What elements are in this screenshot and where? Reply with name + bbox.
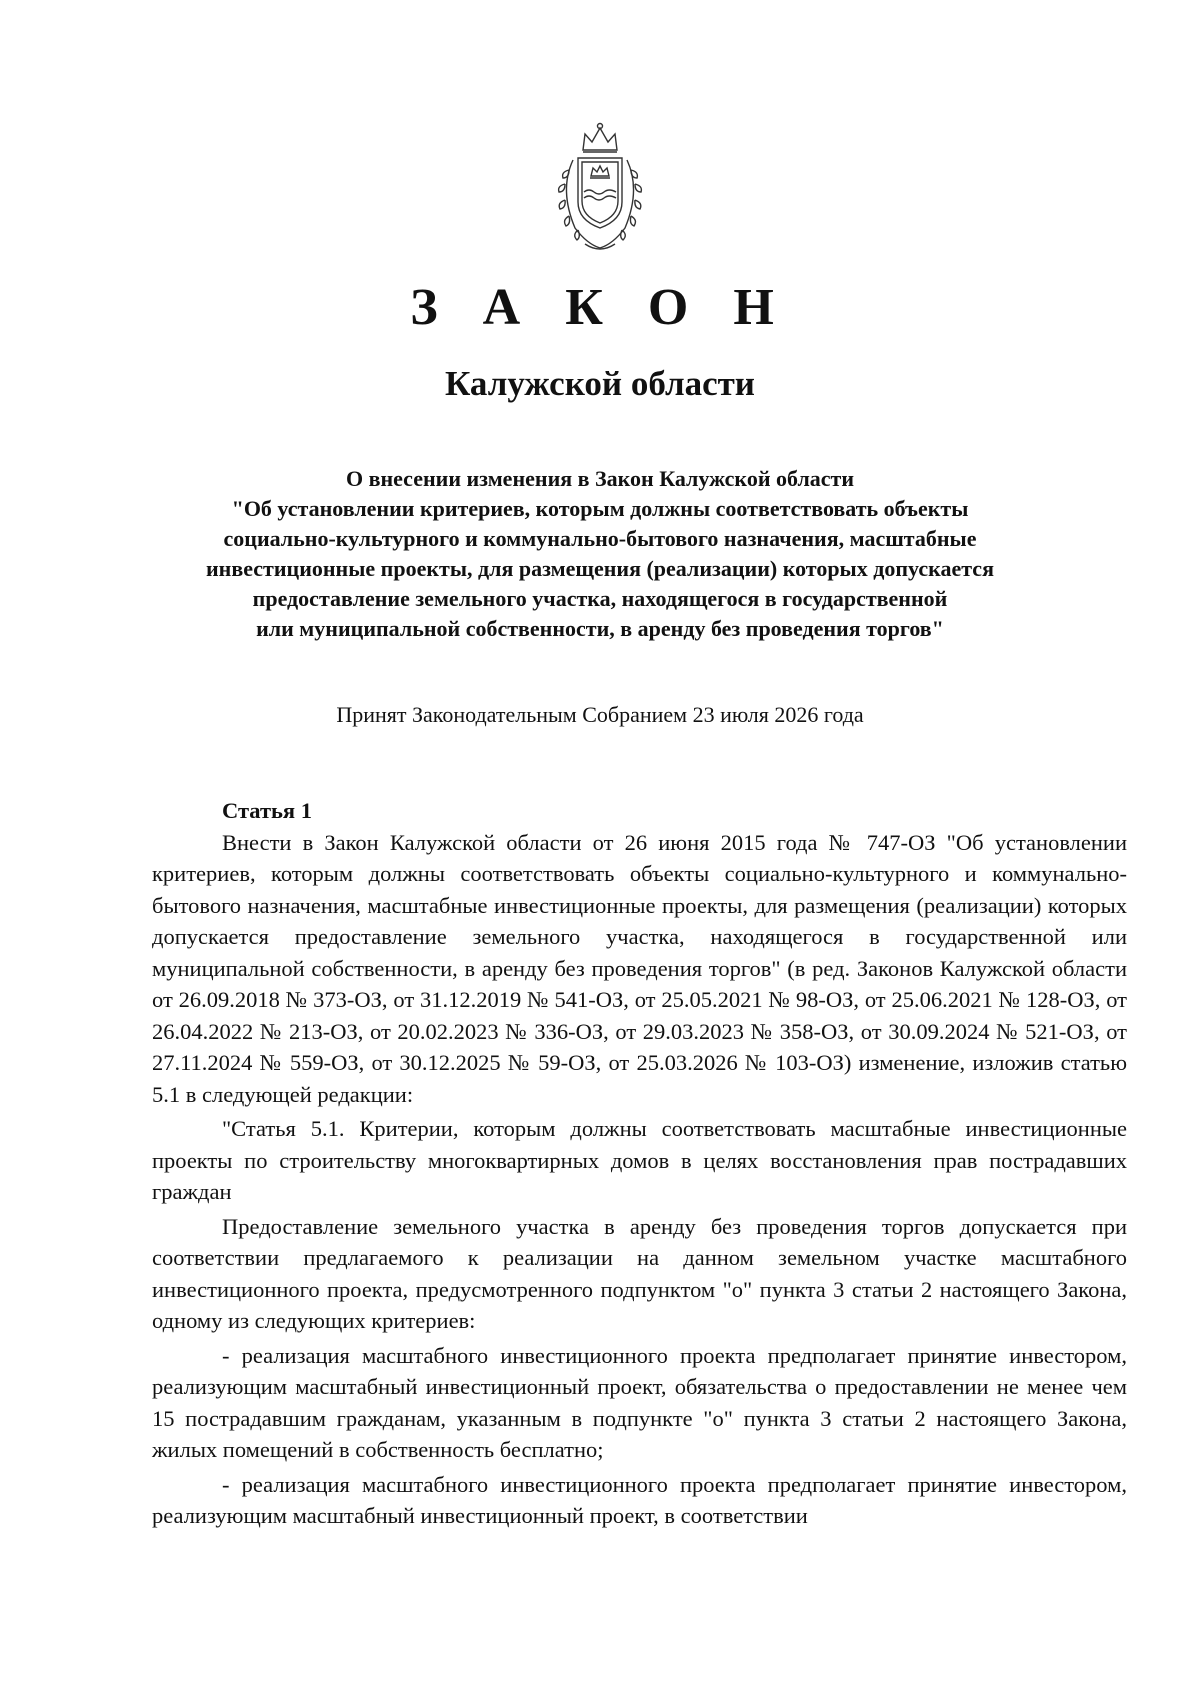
article-paragraph: Внести в Закон Калужской области от 26 июня 2015 года № 747-ОЗ "Об установлении критериев, которым должны соответствовать объекты социально-культурного и коммунально-бытового назначения, масштабные инвестиционные проекты, для размещения (реализации) которых допускается предоставление земельного участка, находящегося в государственной или муниципальной собственности, в аренду без проведения торгов" (в ред. Законов Калужской области от 26.09.2018 № 373-ОЗ, от 31.12.2019 № 541-ОЗ, от 25.05.2021 № 98-ОЗ, от 25.06.2021 № 128-ОЗ, от 26.04.2022 № 213-ОЗ, от 20.02.2023 № 336-ОЗ, от 29.03.2023 № 358-ОЗ, от 30.09.2024 № 521-ОЗ, от 27.11.2024 № 559-ОЗ, от 30.12.2025 № 59-ОЗ, от 25.03.2026 № 103-ОЗ) изменение, изложив статью 5.1 в следующей редакции: [152,829,1127,1107]
article-paragraph: - реализация масштабного инвестиционного проекта предполагает принятие инвестором, реализующим масштабный инвестиционный проект, обязательства о предоставлении не менее чем 15 пострадавшим гражданам, указанным в подпункте "о" пункта 3 статьи 2 настоящего Закона, жилых помещений в собственность бесплатно; [152,1342,1127,1462]
subtitle-line: или муниципальной собственности, в аренду без проведения торгов" [256,616,944,641]
subtitle-line: О внесении изменения в Закон Калужской области [345,466,855,491]
law-subtitle [150,464,1050,644]
article-body [152,795,1127,1535]
law-title: З А К О Н [410,279,790,336]
region-title: Калужской области [445,364,755,403]
article-paragraph: Предоставление земельного участка в аренду без проведения торгов допускается при соответствии предлагаемого к реализации на данном земельном участке масштабного инвестиционного проекта, предусмотренного подпунктом "о" пункта 3 статьи 2 настоящего Закона, одному из следующих критериев: [152,1213,1127,1333]
subtitle-line: предоставление земельного участка, находящегося в государственной [252,586,948,611]
subtitle-line: инвестиционные проекты, для размещения (реализации) которых допускается [206,556,994,581]
article-paragraph: - реализация масштабного инвестиционного проекта предполагает принятие инвестором, реализующим масштабный инвестиционный проект, в соответствии [152,1471,1127,1528]
coat-of-arms-icon [545,120,655,255]
subtitle-line: "Об установлении критериев, которым должны соответствовать объекты [231,496,969,521]
adoption-date: Принят Законодательным Собранием 23 июля 2026 года [336,702,864,727]
subtitle-line: социально-культурного и коммунально-бытового назначения, масштабные [223,526,977,551]
article-paragraph: "Статья 5.1. Критерии, которым должны соответствовать масштабные инвестиционные проекты по строительству многоквартирных домов в целях восстановления прав пострадавших граждан [152,1116,1127,1204]
article-heading: Статья 1 [222,798,312,823]
